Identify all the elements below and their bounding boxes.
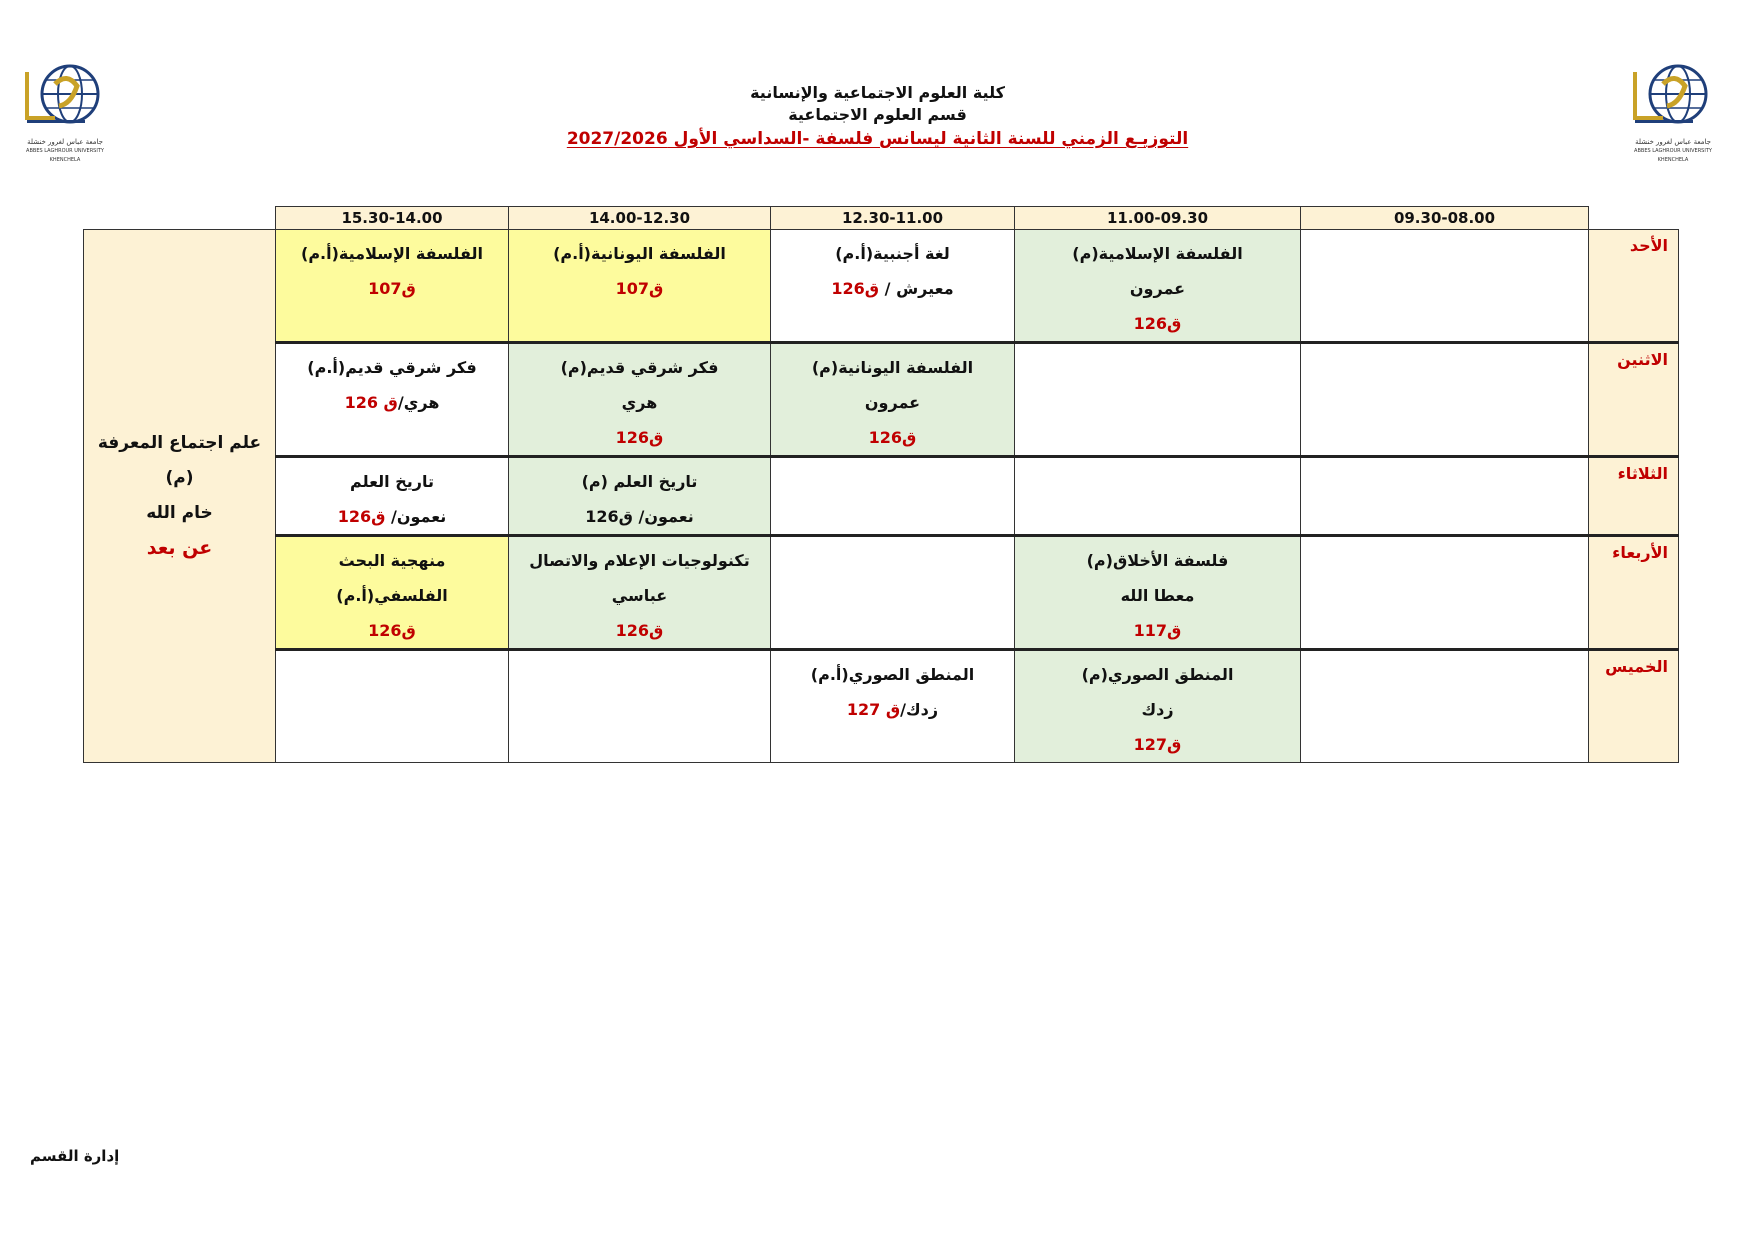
course-text: المنطق الصوري(م) [1081,665,1234,684]
schedule-cell [1015,457,1301,536]
cell-line [276,271,508,306]
course-text: تكنولوجيات الإعلام والاتصال [529,551,750,570]
cell-line [1015,692,1300,727]
cell-line [1015,271,1300,306]
schedule-cell [276,536,509,650]
side-panel-line: خام الله [146,503,213,523]
time-slot-1: 09.30-08.00 [1301,207,1589,230]
schedule-cell [771,230,1015,343]
room-number: ق117 [1133,621,1182,640]
cell-line [276,464,508,499]
side-panel-top [84,207,276,230]
day-label: الأربعاء [1589,536,1679,650]
cell-line [509,613,770,648]
day-label: الثلاثاء [1589,457,1679,536]
day-row [84,457,1679,536]
schedule-cell [771,650,1015,763]
time-slot-3: 12.30-11.00 [771,207,1015,230]
time-slot-2: 11.00-09.30 [1015,207,1301,230]
time-slot-5: 15.30-14.00 [276,207,509,230]
schedule-cell [509,536,771,650]
room-number: ق126 [868,428,917,447]
course-text: الفلسفة الإسلامية(أ.م) [301,244,483,263]
day-row [84,536,1679,650]
schedule-cell [509,457,771,536]
course-text: الفلسفة اليونانية(أ.م) [553,244,726,263]
course-text: الفلسفي(أ.م) [336,586,448,605]
side-panel-line: علم اجتماع المعرفة [97,433,262,453]
cell-line [771,271,1014,306]
course-text: المنطق الصوري(أ.م) [810,665,975,684]
day-row [84,650,1679,763]
schedule-cell [509,650,771,763]
schedule-cell [276,230,509,343]
day-label: الأحد [1589,230,1679,343]
cell-line [276,385,508,420]
cell-line [509,420,770,455]
cell-line [1015,727,1300,762]
time-slot-4: 14.00-12.30 [509,207,771,230]
course-text: تاريخ العلم (م) [581,472,698,491]
course-text: معطا الله [1120,586,1195,605]
day-row [84,230,1679,343]
room-number: ق126 [615,621,664,640]
cell-line [1015,306,1300,341]
cell-line [276,578,508,613]
cell-line [509,236,770,271]
schedule-cell [1015,650,1301,763]
schedule-cell [1301,650,1589,763]
university-name: جامعة عباس لغرور خنشلة [27,138,103,146]
room-number: ق126 [368,621,416,640]
schedule-cell [771,536,1015,650]
cell-line [1015,543,1300,578]
department-name: قسم العلوم الاجتماعية [788,105,967,124]
course-text: زدك/ [900,700,939,719]
schedule-title-year: 2027/2026 [566,129,668,149]
room-number: ق 126 [344,393,398,412]
schedule-cell [1301,230,1589,343]
cell-line [771,420,1014,455]
cell-line [276,543,508,578]
cell-line [1015,613,1300,648]
schedule-cell [276,457,509,536]
room-number: ق 127 [846,700,901,719]
room-number: ق126 [337,507,386,526]
course-text: عمرون [1129,279,1186,298]
cell-line [276,499,508,534]
course-text: نعمون/ ق126 [585,507,694,526]
day-label: الخميس [1589,650,1679,763]
cell-line [276,350,508,385]
cell-line [509,499,770,534]
cell-line [771,692,1014,727]
course-text: فكر شرقي قديم(م) [560,358,719,377]
cell-line [771,236,1014,271]
cell-line [509,578,770,613]
schedule-cell [276,650,509,763]
cell-line [509,543,770,578]
course-text: الفلسفة الإسلامية(م) [1072,244,1243,263]
side-panel [84,230,276,763]
schedule-cell [1015,343,1301,457]
remote-label: عن بعد [146,537,213,559]
cell-line [1015,657,1300,692]
course-text: فكر شرقي قديم(أ.م) [307,358,477,377]
cell-line [276,236,508,271]
schedule-cell [1301,536,1589,650]
side-panel-line: (م) [165,468,194,488]
cell-line [276,613,508,648]
time-header-row [84,207,1679,230]
course-text: هري [621,393,658,412]
cell-line [509,385,770,420]
room-number: ق107 [368,279,416,298]
course-text: نعمون/ [385,507,447,526]
cell-line [509,464,770,499]
university-name: جامعة عباس لغرور خنشلة [1635,138,1711,146]
schedule-table [83,206,1679,763]
course-text: الفلسفة اليونانية(م) [811,358,974,377]
corner-cell [1589,207,1679,230]
room-number: ق126 [615,428,664,447]
course-text: عباسي [611,586,668,605]
faculty-name: كلية العلوم الاجتماعية والإنسانية [750,83,1005,102]
course-text: منهجية البحث [338,551,446,570]
cell-line [771,385,1014,420]
cell-line [1015,578,1300,613]
cell-line [509,350,770,385]
room-number: ق107 [615,279,664,298]
schedule-cell [1015,536,1301,650]
schedule-cell [771,457,1015,536]
schedule-cell [1301,343,1589,457]
room-number: ق126 [1133,314,1182,333]
cell-line [1015,236,1300,271]
course-text: تاريخ العلم [350,472,434,491]
university-name-en: ABBES LAGHROUR UNIVERSITY KHENCHELA [1634,148,1712,163]
schedule-cell [276,343,509,457]
course-text: هري/ [397,393,440,412]
cell-line [771,350,1014,385]
room-number: ق126 [831,279,880,298]
schedule-cell [1015,230,1301,343]
schedule-cell [771,343,1015,457]
course-text: لغة أجنبية(أ.م) [835,244,950,263]
cell-line [509,271,770,306]
course-text: فلسفة الأخلاق(م) [1086,551,1229,570]
schedule-cell [509,343,771,457]
schedule-title-text: التوزيـع الزمني للسنة الثانية ليسانس فلسفة -السداسي الأول [667,129,1189,149]
university-name-en: ABBES LAGHROUR UNIVERSITY KHENCHELA [26,148,104,163]
schedule-title [0,126,1755,152]
course-text: معيرش / [879,279,954,298]
schedule-cell [509,230,771,343]
day-row [84,343,1679,457]
schedule-cell [1301,457,1589,536]
course-text: زدك [1141,700,1174,719]
room-number: ق127 [1133,735,1182,754]
footer-signature: إدارة القسم [30,1147,120,1165]
document-header [0,82,1755,152]
day-label: الاثنين [1589,343,1679,457]
course-text: عمرون [864,393,921,412]
cell-line [771,657,1014,692]
